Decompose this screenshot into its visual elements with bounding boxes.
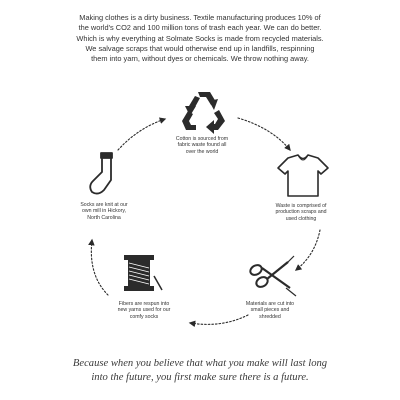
caption-line: Cotton is sourced from [175, 136, 229, 142]
step-caption-knitting [68, 202, 140, 221]
tshirt-icon [278, 155, 328, 196]
caption-line: shredded [259, 313, 281, 320]
cycle-arrow [238, 118, 290, 150]
caption-line: small pieces and [250, 307, 290, 314]
step-caption-respinning [106, 301, 182, 320]
intro-line: them into yarn, without dyes or chemicals. We throw nothing away. [91, 54, 309, 64]
intro-line: Which is why everything at Solmate Socks is made from recycled materials. [76, 33, 324, 43]
recycle-icon [182, 90, 225, 134]
caption-line: new yarns used for our [117, 307, 171, 314]
caption-line: Waste is comprised of [275, 203, 327, 209]
thread-spool-icon [124, 255, 162, 291]
step-caption-cutting [232, 301, 308, 320]
caption-line: own mill in Hickory, [81, 208, 126, 215]
tagline [40, 357, 360, 385]
intro-line: We salvage scraps that would otherwise end up in landfills, respinning [85, 43, 315, 53]
caption-line: production scraps and [275, 209, 327, 216]
caption-line: over the world [185, 148, 219, 155]
intro-line: Making clothes is a dirty business. Textile manufacturing produces 10% of [79, 13, 321, 22]
cycle-arrow [91, 240, 108, 295]
step-caption-waste [263, 203, 339, 222]
caption-line: fabric waste found all [177, 142, 227, 149]
caption-line: comfy socks [129, 313, 159, 320]
sock-icon [90, 153, 112, 194]
scissors-icon [249, 256, 296, 296]
tagline-line: into the future, you first make sure there is a future. [91, 372, 309, 384]
caption-line: Fibers are respun into [118, 301, 170, 307]
intro-line: the world's CO2 and 100 million tons of trash each year. We can do better. [78, 23, 322, 33]
tagline-line: Because when you believe that what you make will last long [72, 358, 328, 369]
caption-line: North Carolina [87, 214, 121, 221]
caption-line: used clothing [285, 215, 317, 222]
cycle-arrow [118, 119, 165, 150]
caption-line: Materials are cut into [245, 301, 295, 307]
caption-line: Socks are knit at our [80, 202, 128, 208]
cycle-arrow [296, 230, 320, 270]
step-caption-sourcing [165, 136, 239, 155]
